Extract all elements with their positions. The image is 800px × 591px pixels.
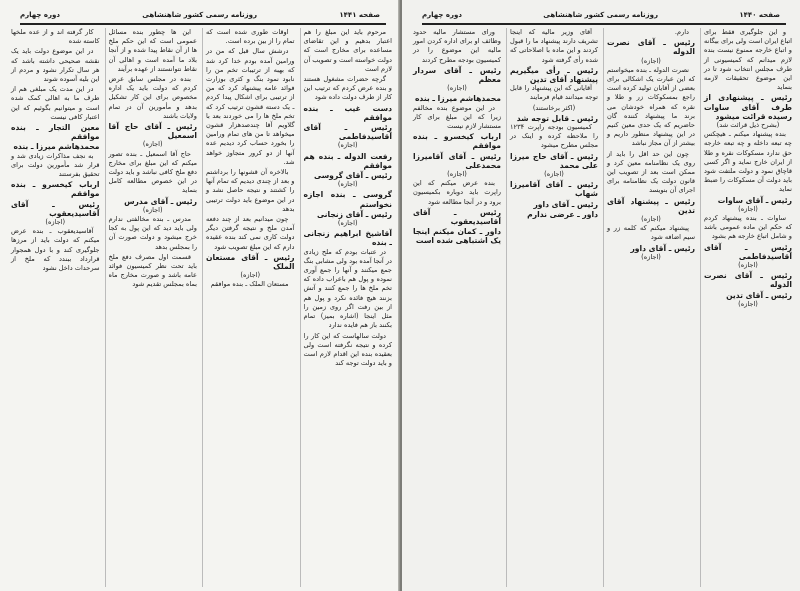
centered-note: (اجازه) — [337, 141, 358, 150]
paragraph: در این مدت یک مبلغی هم از طرف ما به اهالی کمک شده است و میتوانیم بگوئیم که این اعتبار کافی نیست — [11, 85, 100, 121]
paragraph: مرحوم باید این مبلغ را هم اعتبار بدهیم و این تقاضای مساعده برای مخارج است که دولت خواسته است و تصویب آن لازم است — [303, 28, 392, 73]
text-column — [700, 28, 792, 587]
text-column — [410, 28, 501, 587]
paragraph: در این موضوع بنده مخالفم زیرا که این مبلغ برای کار مستشار لازم نیست — [413, 103, 501, 131]
speaker-line: رئیس ـ آقای آقامیرزا شهاب — [510, 180, 598, 199]
paragraph: درشش سال قبل که من در ورامین آمده بودم خدا کرد شد که بهبه از ترتیبات تخم من را نابود نمود بنگ و کثری بوزارت فوائد عامه پیشنهاد کرد که من از ترتیبی برای اشکال پیدا کردم ـ یک دسته قشون ترتیب کرد که تخم ملخ ها را می خوردند بعد با گلاویم آقا چندصدهزار قشون میخواهد تا من های تمام ورامین را بخورد حساب کرد دیدیم عده آنها از دو کرور متجاوز خواهد شد. — [206, 47, 295, 166]
speaker-line: داور ـ عرضی ندارم — [527, 209, 598, 219]
page-number: صفحه ۱۴۴۰ — [739, 11, 780, 19]
centered-note: (اجازه) — [337, 219, 358, 228]
centered-note: (اجازه) — [337, 180, 358, 189]
centered-note: (اکثر برخاستند) — [532, 103, 576, 112]
header-rule — [422, 23, 786, 25]
paragraph: بنده در مجلس سابق عرض کردم که دولت باید یک اداره مخصوص برای این کار تشکیل بدهد و مأمورین آن در تمام ولایات باشند — [108, 75, 197, 120]
centered-note: (اجازه) — [738, 204, 758, 213]
paragraph: در عتبات بودم که ملح زیادی در آنجا آمده بود ولی مشابی بنگ جمع میکنند و آنها را جمع آوری نموده و پول هم باعراب داده که تخم ملخ ها را جمع کنند و آتش بزنند هیچ فائده نکرد و پول هم از بین رفت اگر روی زمین را مثل اینجا (اشاره بمیز) تمام بکنند باز هم فایده ندارد — [303, 247, 392, 330]
period-label: دوره چهارم — [20, 11, 60, 19]
speaker-line: رئیس ـ آقای آقامیرزا محمدعلی — [413, 151, 501, 170]
paragraph: چون میدانیم بعد از چند دفعه آمدن ملخ و نتیجه گرفتن دیگر دولت کاری نمی کند بنده عقیده دارم که این مبلغ تصویب شود — [206, 215, 295, 251]
right-page — [402, 0, 800, 591]
newspaper-title: روزنامه رسمی کشور شاهنشاهی — [543, 11, 659, 19]
page-header — [422, 8, 780, 22]
speaker-line: رئیس ـ آقای آقاسیدیعقوب — [413, 207, 501, 227]
speaker-line: ارباب کیخسرو ـ بنده موافقم — [413, 132, 501, 151]
page-header — [20, 8, 380, 22]
speaker-line: رئیس ـ آقای حاج میرزا علی محمد — [510, 151, 598, 170]
speaker-line: دست غیب ـ بنده موافقم — [303, 103, 392, 122]
paragraph: آقاسیدیعقوب ـ بنده عرض میکنم که دولت باید از مرزها جلوگیری کند و با دول همجوار قرارداد ببندد که ملخ از سرحدات داخل نشود — [11, 227, 100, 273]
centered-note: (اجازه) — [738, 261, 758, 270]
page-number: صفحه ۱۴۴۱ — [339, 11, 380, 19]
paragraph: کار گرفته اند و از عده ملخها کاسته شده — [11, 28, 100, 46]
paragraph: اوقات طوری شده است که تمام را از بین برده است. — [206, 28, 295, 46]
text-column — [8, 28, 100, 587]
paragraph: بنده پیشنهاد میکنم ـ هیچکس چه تبعه داخله و چه تبعه خارجه حق ندارد مسکوکات نقره و طلا از ایران خارج نماید و اگر کسی قاچاق نمود و دولت ملتفت شود باید دولت آن مسکوکات را ضبط نماید — [704, 130, 792, 194]
speaker-line: رئیس ـ آقای نصرت الدوله — [607, 38, 695, 57]
speaker-line: رئیس ـ آقای داور — [533, 199, 598, 209]
centered-note: (اجازه) — [738, 299, 758, 308]
paragraph: کمیسیون بودجه راپرت ۱۲۳۴ را ملاحظه کرده و اینک در مجلس مطرح میشود — [510, 123, 598, 150]
newspaper-title: روزنامه رسمی کشور شاهنشاهی — [142, 11, 258, 19]
centered-note: (اجازه) — [142, 205, 163, 214]
paragraph: حاج آقا اسمعیل ـ بنده تصور میکنم که این مبلغ برای مخارج دفع ملخ کافی نباشد و باید دولت در این خصوص مطالعه کامل بنماید — [108, 149, 197, 195]
text-columns — [8, 28, 392, 587]
paragraph: نصرت الدوله ـ بنده میخواستم که این عبارت یک اشکالی برای بعضی از آقایان تولید کرده است راجع بمسکوکات زر و طلا و نقره که همراه خودشان می برند ما پیشنهاد کننده گان حاضریم که یک حدی معین کنیم در این پیشنهاد منظور داریم و بیشتر از آن مجاز نباشد — [607, 65, 695, 148]
speaker-line: آقاشیخ ابراهیم زنجانی ـ بنده — [303, 229, 392, 248]
paragraph: دولت سالهاست که این کار را کرده و نتیجه نگرفته است ولی بعقیده بنده این اقدام لازم است و باید دولت توجه کند — [303, 331, 392, 368]
text-column — [202, 28, 295, 587]
speaker-line: رئیس ـ قابل توجه شد — [516, 113, 598, 123]
paragraph: آقایانی که این پیشنهاد را قابل توجه میدانند قیام فرمایند — [510, 84, 598, 102]
paragraph: ورای مستشار مالیه حدود وظائف او برای اداره کردن امور مالیه این موضوع را در کمیسیون بودجه مطرح کردند — [413, 28, 501, 64]
paragraph: بنده عرض میکنم که این راپرت باید دوباره بکمیسیون برود و در آنجا مطالعه شود — [413, 179, 501, 206]
paragraph: بالاخره آن قشونها را برداشتم و بعد از چندی دیدیم که تمام آنها را کشتند و نتیجه حاصل نشد و در این موضوع باید دولت ترتیبی بدهد — [206, 168, 295, 213]
speaker-line: معین التجار ـ بنده موافقم — [11, 123, 100, 142]
speaker-line: رئیس ـ آقای داور — [630, 243, 695, 253]
centered-note: (بشرح ذیل قرائت شد) — [716, 121, 780, 130]
paragraph: ساوات ـ بنده پیشنهاد کردم که حکم این ماده عمومی باشد و شامل اتباع خارجه هم بشود — [704, 214, 792, 241]
speaker-line: رئیس ـ آقای گروسی — [314, 171, 392, 181]
paragraph: پیشنهاد میکنم که کلمه زر و سیم اضافه شود — [607, 224, 695, 242]
paragraph: مستعان الملک ـ بنده موافقم — [210, 280, 289, 289]
speaker-line: رئیس ـ آقای مستعان الملک — [206, 252, 295, 272]
text-column — [506, 28, 598, 587]
centered-note: (اجازه) — [641, 252, 661, 261]
centered-note: (اجازه) — [544, 170, 564, 179]
centered-note: (اجازه) — [142, 140, 163, 149]
paragraph: آقای وزیر مالیه که اینجا تشریف دارند پیشنهاد ما را قبول کردند و این ماده با اصلاحاتی که شده رأی گرفته شود — [510, 28, 598, 64]
text-columns — [410, 28, 792, 587]
header-rule — [20, 23, 386, 25]
speaker-line: رئیس ـ آقای حاج آقا اسمعیل — [108, 122, 197, 141]
speaker-line: رئیس ـ پیشنهاد آقای تدین — [607, 196, 695, 215]
speaker-line: محمدهاشم میرزا ـ بنده — [414, 94, 501, 104]
text-column — [105, 28, 198, 587]
speaker-line: محمدهاشم میرزا ـ بنده — [13, 142, 100, 152]
centered-note: (اجازه) — [447, 84, 467, 93]
speaker-line: رئیس ـ آقای آقاسیدیعقوب — [11, 199, 100, 218]
speaker-line: رئیس ـ آقای آقاسیدفاطمی — [704, 242, 792, 261]
centered-note: (اجازه) — [641, 215, 661, 224]
period-label: دوره چهارم — [422, 11, 462, 19]
speaker-line: رئیس ـ آقای مدرس — [124, 196, 197, 206]
paragraph: قسمت اول مصرف دفع ملخ باید تحت نظر کمیسیون فوائد عامه باشد و صورت مخارج ماه بماه بمجلس تقدیم شود — [108, 252, 197, 289]
centered-note: (اجازه) — [240, 271, 261, 280]
paragraph: و این جلوگیری فقط برای اتباع ایران است ولی برای بیگانه و اتباع خارجه ممنوع نیست بنده لازم میدانم که کمیسیونی از طرف مجلس انتخاب شود تا در این موضوع تحقیقات لازمه بنماید — [704, 28, 792, 92]
paragraph: مدرس ـ بنده مخالفتی ندارم ولی باید دید که این پول به کجا خرج میشود و دولت صورت آن را بمجلس بدهد — [108, 215, 197, 251]
speaker-line: رئیس ـ رأی میگیریم پیشنهاد آقای تدین — [510, 65, 598, 85]
speaker-line: رئیس ـ آقای نصرت الدوله — [704, 271, 792, 290]
speaker-line: رئیس ـ آقای زنجانی — [316, 209, 392, 219]
paragraph: دارم. — [674, 28, 689, 36]
centered-note: (اجازه) — [641, 56, 661, 65]
speaker-line: رفعت الدوله ـ بنده هم موافقم — [303, 151, 392, 170]
speaker-line: رئیس ـ آقای سردار معظم — [413, 65, 501, 85]
speaker-line: ارباب کیخسرو ـ بنده موافقم — [11, 180, 100, 199]
paragraph: در این موضوع دولت باید یک نقشه صحیحی داشته باشد که هر سال تکرار نشود و مردم از این بلیه آسوده شوند — [11, 47, 100, 84]
text-column — [603, 28, 695, 587]
centered-note: (اجازه) — [447, 170, 467, 179]
text-column — [300, 28, 393, 587]
paragraph: این ها چطور بنده مسائل عمومی است که این حکم ملخ ها از آن نقاط پیدا شده و از آنجا بلاد ما آمده است و اهالی آن نقاط نتوانستند از عهده برآیند — [108, 28, 197, 73]
paragraph: چون این حد اقل را باید از روی یک نظامنامه معین کرد و ممکن است بعد از تصویب این قانون دولت یک نظامنامه برای اجرای آن بنویسد — [607, 149, 695, 195]
speaker-line: رئیس ـ پیشنهادی از طرف آقای ساوات رسیده قرائت میشود — [704, 93, 792, 121]
speaker-line: رئیس ـ آقای آقاسیدفاطمی — [303, 123, 392, 142]
paragraph: گرچه حضرات مشغول هستند و بنده عرض کردم که ترتیب این کار از طرف دولت داده شود — [303, 75, 392, 102]
speaker-line: رئیس ـ آقای ساوات — [717, 195, 792, 205]
centered-note: (اجازه) — [45, 218, 66, 227]
speaker-line: گروسی ـ بنده اجازه نخواستم — [303, 190, 392, 209]
paragraph: به نجف مذاکرات زیادی شد و قرار شد مأمورین دولت برای تحقیق بفرستند — [11, 151, 100, 179]
speaker-line: داور ـ کمان میکنم اینجا یک اشتباهی شده است — [413, 227, 501, 246]
speaker-line: رئیس ـ آقای تدین — [726, 290, 792, 300]
